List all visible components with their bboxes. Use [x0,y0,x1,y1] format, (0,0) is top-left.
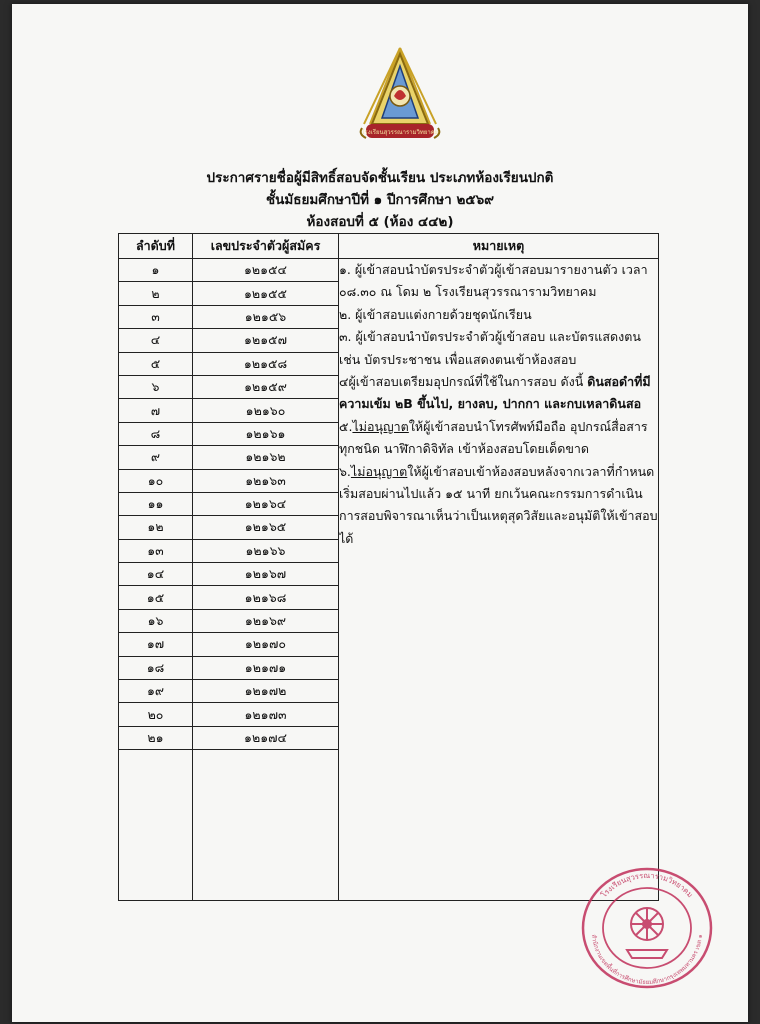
seq-cell: ๘ [119,422,193,445]
seq-cell: ๑๗ [119,633,193,656]
seq-cell: ๒๐ [119,703,193,726]
candidate-id-cell: ๑๒๑๗๔ [193,726,339,749]
candidate-id-cell: ๑๒๑๖๒ [193,446,339,469]
candidate-id-cell: ๑๒๑๕๖ [193,305,339,328]
candidate-id-cell: ๑๒๑๗๓ [193,703,339,726]
note-4-bold-text: ดินสอดำที่มีความเข้ม ๒B ขึ้นไป, ยางลบ, ปากกา และกบเหลาดินสอ [339,374,651,412]
candidate-id-cell: ๑๒๑๕๗ [193,329,339,352]
candidate-id-cell: ๑๒๑๗๒ [193,680,339,703]
header-candidate-id: เลขประจำตัวผู้สมัคร [193,234,339,259]
seq-cell: ๔ [119,329,193,352]
candidate-id-cell: ๑๒๑๕๕ [193,282,339,305]
note-4-text: ๔ผู้เข้าสอบเตรียมอุปกรณ์ที่ใช้ในการสอบ ดังนี้ [339,374,588,390]
seq-cell: ๗ [119,399,193,422]
candidate-id-cell: ๑๒๑๖๘ [193,586,339,609]
seq-cell: ๓ [119,305,193,328]
note-6-text: ให้ผู้เข้าสอบเข้าห้องสอบหลังจากเวลาที่กำหนด เริ่มสอบผ่านไปแล้ว ๑๕ นาที ยกเว้นคณะกรรมการดำเนินการสอบพิจารณาเห็นว่าเป็นเหตุสุดวิสัยและอนุมัติให้เข้าสอบได้ [339,463,658,546]
crest-banner-text: โรงเรียนสุวรรณารามวิทยาคม [361,129,439,136]
seq-cell: ๑ [119,259,193,282]
dharma-wheel-seal-icon [580,866,714,990]
candidate-id-cell: ๑๒๑๖๔ [193,492,339,515]
note-6 [339,461,658,551]
seq-cell: ๑๓ [119,539,193,562]
document-page [12,4,748,1022]
empty-cell [193,750,339,901]
note-2: ๒. ผู้เข้าสอบแต่งกายด้วยชุดนักเรียน [339,306,532,322]
note-5-underlined: ไม่อนุญาต [352,418,409,434]
school-logo [352,44,448,148]
note-4 [339,371,658,416]
candidate-id-cell: ๑๒๑๖๑ [193,422,339,445]
seq-cell: ๒ [119,282,193,305]
seq-cell: ๖ [119,375,193,398]
notes-cell [339,259,659,901]
candidate-id-cell: ๑๒๑๕๘ [193,352,339,375]
candidate-id-cell: ๑๒๑๖๖ [193,539,339,562]
candidate-id-cell: ๑๒๑๖๗ [193,563,339,586]
seq-cell: ๑๖ [119,609,193,632]
svg-text:โรงเรียนสุวรรณารามวิทยาคม [599,871,695,899]
seq-cell: ๑๙ [119,680,193,703]
seq-cell: ๙ [119,446,193,469]
seal-inner-text: สำนักงานเขตพื้นที่การศึกษามัธยมศึกษากรุงเทพมหานคร เขต ๑ [589,933,704,987]
candidate-id-cell: ๑๒๑๖๕ [193,516,339,539]
note-5-text: ให้ผู้เข้าสอบนำโทรศัพท์มือถือ อุปกรณ์สื่อสารทุกชนิด นาฬิกาดิจิทัล เข้าห้องสอบโดยเด็ดขาด [339,418,648,457]
seq-cell: ๑๑ [119,492,193,515]
note-3: ๓. ผู้เข้าสอบนำบัตรประจำตัวผู้เข้าสอบ และบัตรแสดงตน เช่น บัตรประชาชน เพื่อแสดงตนเข้าห้องสอบ [339,329,641,367]
seq-cell: ๕ [119,352,193,375]
heading-line-1: ประกาศรายชื่อผู้มีสิทธิ์สอบจัดชั้นเรียน ประเภทห้องเรียนปกติ [206,170,554,186]
note-5-prefix: ๕. [339,418,353,434]
seq-cell: ๑๐ [119,469,193,492]
header-seq: ลำดับที่ [119,234,193,259]
candidate-id-cell: ๑๒๑๖๙ [193,609,339,632]
seal-outer-text: โรงเรียนสุวรรณารามวิทยาคม [599,870,695,900]
official-seal [580,866,714,990]
note-1: ๑. ผู้เข้าสอบนำบัตรประจำตัวผู้เข้าสอบมารายงานตัว เวลา ๐๘.๓๐ ณ โดม ๒ โรงเรียนสุวรรณารามวิทยาคม [339,262,648,300]
seq-cell: ๑๔ [119,563,193,586]
note-6-underlined: ไม่อนุญาต [350,463,408,479]
exam-room-table [118,233,659,901]
seq-cell: ๑๒ [119,516,193,539]
heading-line-3: ห้องสอบที่ ๕ (ห้อง ๔๔๒) [306,214,454,230]
candidate-id-cell: ๑๒๑๖๐ [193,399,339,422]
candidate-id-cell: ๑๒๑๗๑ [193,656,339,679]
candidate-id-cell: ๑๒๑๖๓ [193,469,339,492]
svg-text:สำนักงานเขตพื้นที่การศึกษามัธย [590,934,704,986]
seq-cell: ๑๘ [119,656,193,679]
seq-cell: ๒๑ [119,726,193,749]
seq-cell: ๑๕ [119,586,193,609]
candidate-id-cell: ๑๒๑๕๔ [193,259,339,282]
note-6-prefix: ๖. [339,463,351,479]
table-row [119,259,659,282]
header-notes: หมายเหตุ [339,234,659,259]
candidate-id-cell: ๑๒๑๗๐ [193,633,339,656]
table-header-row [119,234,659,259]
school-crest-icon [352,44,448,148]
empty-cell [119,750,193,901]
heading-line-2: ชั้นมัธยมศึกษาปีที่ ๑ ปีการศึกษา ๒๕๖๙ [265,192,495,208]
note-5 [339,416,658,461]
candidate-id-cell: ๑๒๑๕๙ [193,375,339,398]
